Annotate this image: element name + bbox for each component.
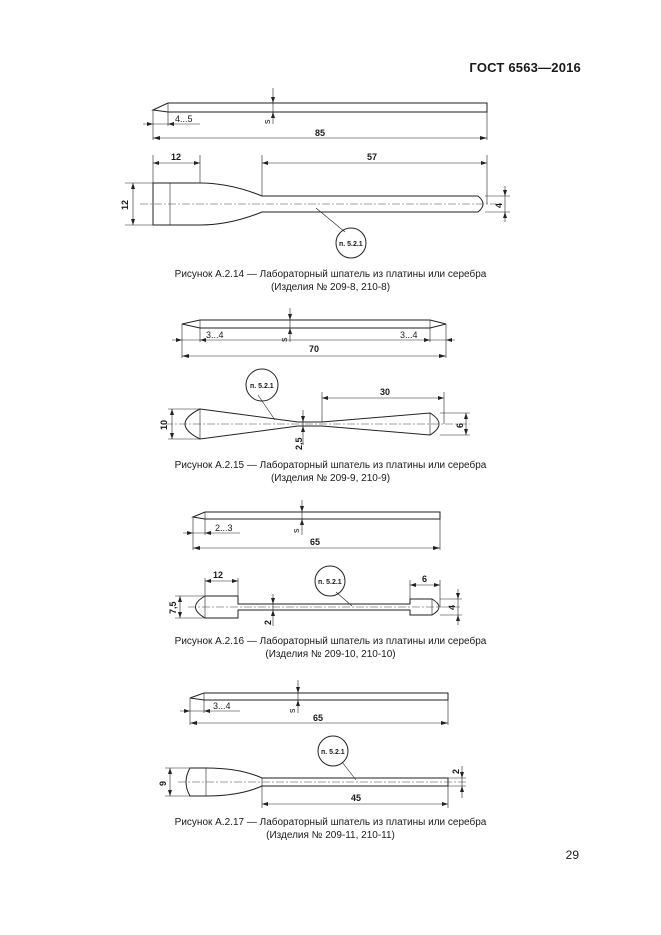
dim-end: 4 — [494, 202, 504, 208]
dim-length: 85 — [315, 128, 326, 138]
top-view — [158, 736, 468, 808]
caption-items: (Изделия № 209-11, 210-11) — [266, 830, 395, 841]
caption-title: Рисунок А.2.17 — Лабораторный шпатель из платины или серебра — [174, 817, 487, 828]
caption-items: (Изделия № 209-8, 210-8) — [270, 282, 391, 293]
ref-note: п. 5.2.1 — [321, 749, 345, 756]
caption-title: Рисунок А.2.16 — Лабораторный шпатель из платины или серебра — [174, 636, 487, 647]
side-view — [180, 680, 448, 725]
dim-thickness: s — [287, 708, 297, 713]
ref-note: п. 5.2.1 — [250, 383, 274, 390]
dim-tip: 3...4 — [213, 701, 231, 711]
standard-header: ГОСТ 6563—2016 — [469, 60, 581, 75]
dim-shank: 57 — [367, 152, 378, 162]
dim-length: 65 — [310, 537, 321, 547]
dim-width: 12 — [120, 199, 130, 210]
caption-items: (Изделия № 209-10, 210-10) — [265, 649, 396, 660]
ref-note: п. 5.2.1 — [318, 579, 342, 586]
caption-title: Рисунок А.2.15 — Лабораторный шпатель из платины или серебра — [174, 460, 487, 471]
dim-shank: 45 — [351, 793, 362, 803]
dim-width: 10 — [159, 419, 169, 430]
dim-neck: 2,5 — [294, 437, 304, 450]
caption — [0, 816, 661, 842]
dim-width: 9 — [158, 780, 168, 786]
dim-mid: 30 — [380, 387, 391, 397]
dim-tip-right: 3...4 — [400, 330, 418, 340]
dim-thickness: s — [279, 337, 289, 342]
dim-end: 4 — [447, 604, 457, 610]
dim-head: 12 — [171, 152, 182, 162]
dim-end: 6 — [455, 422, 465, 428]
page-number: 29 — [565, 848, 579, 862]
dim-tip: 2...3 — [215, 523, 233, 533]
dim-width: 7,5 — [168, 601, 178, 614]
caption-items: (Изделия № 209-9, 210-9) — [270, 473, 391, 484]
dim-end-len: 6 — [422, 574, 428, 584]
dim-length: 70 — [309, 344, 320, 354]
dim-tip-left: 3...4 — [206, 330, 224, 340]
ref-note: п. 5.2.1 — [339, 241, 363, 248]
dim-neck: 2 — [263, 619, 273, 625]
caption-title: Рисунок А.2.14 — Лабораторный шпатель из платины или серебра — [174, 269, 487, 280]
dim-head: 12 — [213, 570, 224, 580]
dim-tip: 4...5 — [175, 114, 193, 124]
dim-length: 65 — [313, 713, 324, 723]
dim-thickness: s — [291, 528, 301, 533]
dim-thickness: s — [262, 119, 272, 124]
dim-end: 2 — [451, 768, 461, 774]
